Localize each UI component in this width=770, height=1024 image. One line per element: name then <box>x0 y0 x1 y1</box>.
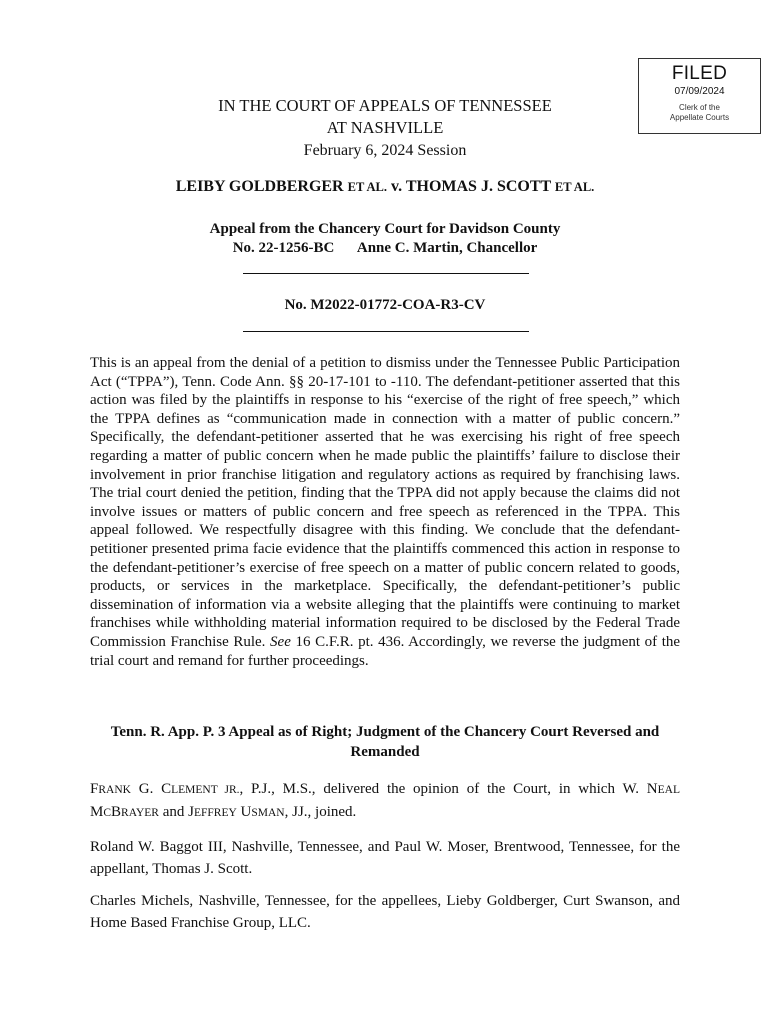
author-initial: F <box>90 781 99 797</box>
trial-case-number: No. 22-1256-BC <box>232 240 335 256</box>
opinion-text-1: , P.J., M.S., delivered the opinion of the Court, in which W. N <box>239 781 658 797</box>
appeal-info <box>90 220 680 258</box>
judge-u: U <box>236 803 252 820</box>
judge-b: B <box>111 803 122 820</box>
court-name: IN THE COURT OF APPEALS OF TENNESSEE <box>218 96 552 115</box>
holding: Tenn. R. App. P. 3 Appeal as of Right; Judgment of the Chancery Court Reversed and Remanded <box>110 724 660 760</box>
opinion-text-2: , JJ., joined. <box>284 803 357 820</box>
caption-etal2: ET AL. <box>554 180 595 194</box>
opinion-and: and J <box>158 803 194 820</box>
case-caption <box>90 178 680 196</box>
caption-party2: THOMAS J. SCOTT <box>405 178 551 195</box>
author-jr: JR. <box>217 784 240 796</box>
counsel-appellees: Charles Michels, Nashville, Tennessee, for the appellees, Lieby Goldberger, Curt Swanson, and Home Based Franchise Group, LLC. <box>90 893 680 931</box>
divider-top <box>243 273 529 274</box>
caption-etal1: ET AL. <box>347 180 387 194</box>
docket-number: No. M2022-01772-COA-R3-CV <box>284 297 486 313</box>
trial-judge: Anne C. Martin, Chancellor <box>356 240 538 256</box>
divider-bottom <box>243 331 529 332</box>
abstract-see: See <box>270 633 291 650</box>
session-date: February 6, 2024 Session <box>303 142 467 159</box>
judge-sman: SMAN <box>251 806 285 819</box>
counsel-appellant: Roland W. Baggot III, Nashville, Tennessee, and Paul W. Moser, Brentwood, Tennessee, for the appellant, Thomas J. Scott. <box>90 839 680 877</box>
abstract-text-1: This is an appeal from the denial of a petition to dismiss under the Tennessee Public Participation Act (“TPPA”), Tenn. Code Ann. §§ 20-17-101 to -110. The defendant-petitioner asserted that this action was filed by the plaintiffs in response to his “exercise of the right of free speech,” which the TPPA defines as “communication made in connection with a matter of public concern.” Specifically, the defendant-petitioner asserted that he was exercising his right of free speech regarding a matter of public concern when he made public the plaintiffs’ failure to disclose their involvement in prior franchise litigation and regulatory actions as required by franchising laws. The trial court denied the petition, finding that the TPPA did not apply because the claims did not involve issues or matters of public concern and free speech as referenced in the TPPA. This appeal followed. We respectfully disagree with this finding. We conclude that the defendant-petitioner presented prima facie evidence that the plaintiffs commenced this action in response to the defendant-petitioner’s exercise of free speech on a matter of public concern related to goods, products, or services in the marketplace. Specifically, the defendant-petitioner’s public dissemination of information via a website alleging that the plaintiffs were continuing to market franchises while withholding material information required to be disclosed by the Federal Trade Commission Franchise Rule. <box>90 355 680 650</box>
judge-mc-m: M <box>90 803 104 820</box>
author-mid: G. C <box>130 781 172 797</box>
caption-v: v. <box>390 178 403 195</box>
caption-party1: LEIBY GOLDBERGER <box>175 178 344 195</box>
filed-stamp-line1: Clerk of the <box>679 103 720 112</box>
appeal-court: Appeal from the Chancery Court for Davidson County <box>209 221 561 237</box>
court-location: AT NASHVILLE <box>326 118 444 137</box>
filed-stamp-line2: Appellate Courts <box>669 113 730 122</box>
judge-effrey: EFFREY <box>193 806 237 819</box>
abstract-paragraph <box>90 354 680 670</box>
author-first-rest: RANK <box>98 784 131 796</box>
judge-brayer: RAYER <box>121 806 159 819</box>
filed-stamp-title: FILED <box>671 63 728 84</box>
author-last: LEMENT <box>171 784 218 796</box>
appeal-case-line <box>90 239 680 258</box>
judge-mc-c: C <box>103 806 112 819</box>
court-heading <box>90 95 680 139</box>
filed-stamp-date: 07/09/2024 <box>674 86 725 97</box>
abstract-text-2: 16 C.F.R. pt. 436. Accordingly, we reverse the judgment of the trial court and remand for further proceedings. <box>90 633 681 669</box>
opinion-author-paragraph <box>90 779 680 824</box>
judge-neal: EAL <box>657 784 680 796</box>
